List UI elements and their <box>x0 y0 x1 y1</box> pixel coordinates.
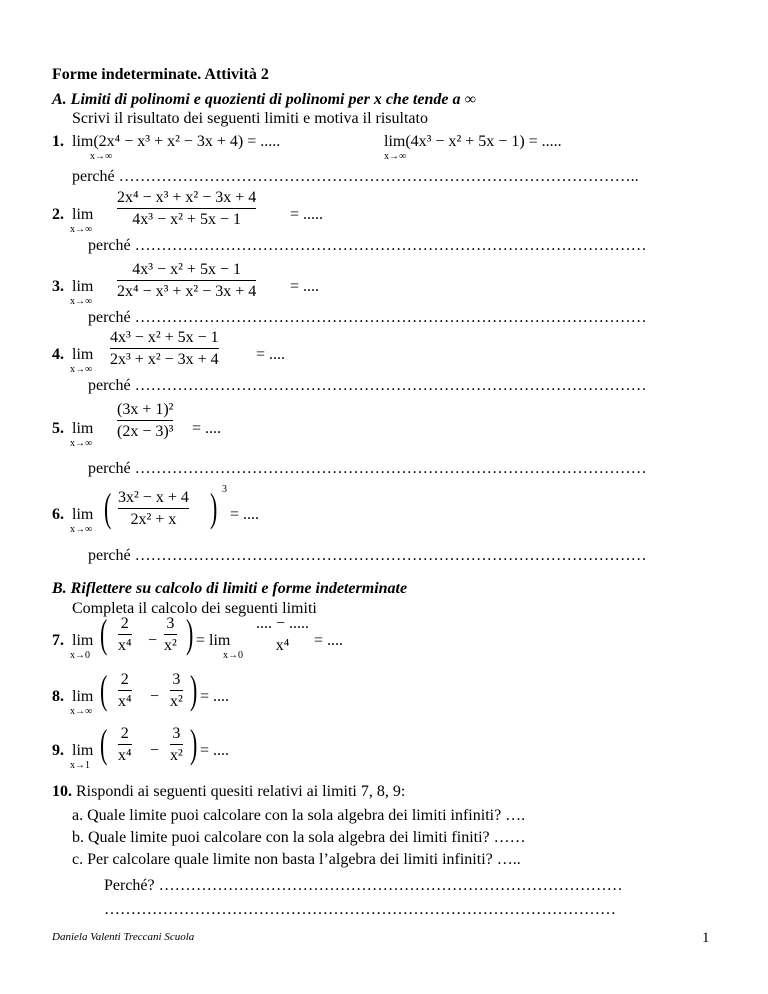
item-2-fraction <box>117 188 256 229</box>
item-1-perche: perché …………………………………………………………………………………….. <box>72 168 639 185</box>
item-2-result: = ..... <box>290 206 324 223</box>
item-1-subscript: x→∞ <box>90 151 113 162</box>
item-6-subscript: x→∞ <box>70 524 93 535</box>
item-9-numerator-2: 3 <box>172 725 181 742</box>
item-5-numerator: (3x + 1)² <box>117 401 174 418</box>
item-6-numerator: 3x² − x + 4 <box>118 489 189 506</box>
item-3-perche: perché …………………………………………………………………………………… <box>88 309 647 326</box>
item-9-fraction-1 <box>118 724 132 765</box>
why-line: Perché? …………………………………………………………………………… <box>104 877 623 894</box>
page-number: 1 <box>702 930 710 946</box>
item-5-fraction <box>117 400 173 441</box>
item-7-fraction-1 <box>118 614 132 655</box>
item-2-numerator: 2x⁴ − x³ + x² − 3x + 4 <box>117 189 257 206</box>
item-4-numerator: 4x³ − x² + 5x − 1 <box>110 329 219 346</box>
item-9-left-paren: ( <box>100 721 108 766</box>
item-9-denominator-2: x² <box>170 747 183 764</box>
item-9-label: 9. <box>52 742 64 759</box>
item-8-right-paren: ) <box>190 667 198 712</box>
item-9-fraction-2 <box>170 724 183 765</box>
item-4-subscript: x→∞ <box>70 364 93 375</box>
item-3-denominator: 2x⁴ − x³ + x² − 3x + 4 <box>117 283 257 300</box>
item-7-numerator-2: 3 <box>166 615 175 632</box>
item-2-lim: lim <box>72 206 94 223</box>
item-2-label: 2. <box>52 206 64 223</box>
item-3-label: 3. <box>52 278 64 295</box>
item-9-minus: − <box>150 742 160 759</box>
item-7-subscript: x→0 <box>70 650 90 661</box>
item-8-numerator-1: 2 <box>120 671 129 688</box>
item-6-left-paren: ( <box>104 485 112 530</box>
item-7-subscript-2: x→0 <box>223 650 243 661</box>
question-b: b. Quale limite puoi calcolare con la sola algebra dei limiti finiti? …… <box>72 829 526 846</box>
item-6-lim: lim <box>72 506 94 523</box>
item-6-fraction <box>118 488 189 529</box>
item-6-power: 3 <box>222 484 227 495</box>
item-4-perche: perché …………………………………………………………………………………… <box>88 377 647 394</box>
item-7-mid: = lim <box>196 632 231 649</box>
item-7-denominator-2: x² <box>164 637 177 654</box>
item-5-label: 5. <box>52 420 64 437</box>
item-3-numerator: 4x³ − x² + 5x − 1 <box>132 261 241 278</box>
item-9-lim: lim <box>72 742 94 759</box>
item-7-lim: lim <box>72 632 94 649</box>
section-a-instruction: Scrivi il risultato dei seguenti limiti e motiva il risultato <box>72 110 428 127</box>
section-b-instruction: Completa il calcolo dei seguenti limiti <box>72 600 317 617</box>
item-10 <box>52 783 405 801</box>
item-4-denominator: 2x³ + x² − 3x + 4 <box>110 351 219 368</box>
item-8-subscript: x→∞ <box>70 706 93 717</box>
question-a: a. Quale limite puoi calcolare con la sola algebra dei limiti infiniti? …. <box>72 807 526 824</box>
item-9-result: = .... <box>200 742 230 759</box>
item-3-result: = .... <box>290 278 320 295</box>
footer-author: Daniela Valenti Treccani Scuola <box>52 931 195 943</box>
item-7-left-paren: ( <box>100 611 108 656</box>
item-8-minus: − <box>150 688 160 705</box>
item-9-denominator-1: x⁴ <box>118 747 132 764</box>
item-8-denominator-2: x² <box>170 693 183 710</box>
item-6-denominator: 2x² + x <box>130 511 177 528</box>
section-b-heading: B. Riflettere su calcolo di limiti e forme indeterminate <box>52 580 408 597</box>
item-10-text: Rispondi ai seguenti quesiti relativi ai limiti 7, 8, 9: <box>76 783 406 800</box>
item-7-fraction-2 <box>164 614 177 655</box>
item-6-result: = .... <box>230 506 260 523</box>
item-4-label: 4. <box>52 346 64 363</box>
item-7-right-paren: ) <box>186 611 194 656</box>
item-8-fraction-1 <box>118 670 132 711</box>
item-8-left-paren: ( <box>100 667 108 712</box>
item-2-subscript: x→∞ <box>70 224 93 235</box>
item-9-subscript: x→1 <box>70 760 90 771</box>
item-1-expression: lim(2x⁴ − x³ + x² − 3x + 4) = ..... <box>72 133 281 150</box>
item-7-numerator-1: 2 <box>120 615 129 632</box>
item-8-label: 8. <box>52 688 64 705</box>
item-10-label: 10. <box>52 783 72 800</box>
item-8-denominator-1: x⁴ <box>118 693 132 710</box>
page-title: Forme indeterminate. Attività 2 <box>52 66 269 83</box>
dots-line: …………………………………………………………………………………… <box>104 901 616 918</box>
item-6-label: 6. <box>52 506 64 523</box>
item-3-fraction <box>117 260 256 301</box>
item-1-label: 1. <box>52 133 64 150</box>
item-4-result: = .... <box>256 346 286 363</box>
item-5-denominator: (2x − 3)³ <box>117 423 174 440</box>
item-8-result: = .... <box>200 688 230 705</box>
item-5-subscript: x→∞ <box>70 438 93 449</box>
item-6-perche: perché …………………………………………………………………………………… <box>88 547 647 564</box>
item-4-fraction <box>110 328 219 369</box>
item-7-result: = .... <box>314 632 344 649</box>
item-8-lim: lim <box>72 688 94 705</box>
item-5-lim: lim <box>72 420 94 437</box>
item-2-perche: perché …………………………………………………………………………………… <box>88 237 647 254</box>
section-a-heading: A. Limiti di polinomi e quozienti di polinomi per x che tende a ∞ <box>52 91 476 108</box>
item-8-fraction-2 <box>170 670 183 711</box>
item-4-lim: lim <box>72 346 94 363</box>
item-7-minus: − <box>148 632 158 649</box>
item-9-right-paren: ) <box>190 721 198 766</box>
item-2-denominator: 4x³ − x² + 5x − 1 <box>132 211 241 228</box>
item-5-result: = .... <box>192 420 222 437</box>
item-7-denominator-1: x⁴ <box>118 637 132 654</box>
item-8-numerator-2: 3 <box>172 671 181 688</box>
item-7-label: 7. <box>52 632 64 649</box>
item-5-perche: perché …………………………………………………………………………………… <box>88 460 647 477</box>
item-6-right-paren: ) <box>210 485 218 530</box>
item-3-lim: lim <box>72 278 94 295</box>
item-1-expression-2: lim(4x³ − x² + 5x − 1) = ..... <box>384 133 562 150</box>
question-c: c. Per calcolare quale limite non basta l’algebra dei limiti infiniti? ….. <box>72 851 521 868</box>
item-7-denominator-3: x⁴ <box>275 637 290 654</box>
item-1-subscript-2: x→∞ <box>384 151 407 162</box>
item-7-numerator-3: .... − ..... <box>256 615 310 632</box>
item-7-fraction-3 <box>256 614 309 655</box>
item-9-numerator-1: 2 <box>120 725 129 742</box>
item-3-subscript: x→∞ <box>70 296 93 307</box>
